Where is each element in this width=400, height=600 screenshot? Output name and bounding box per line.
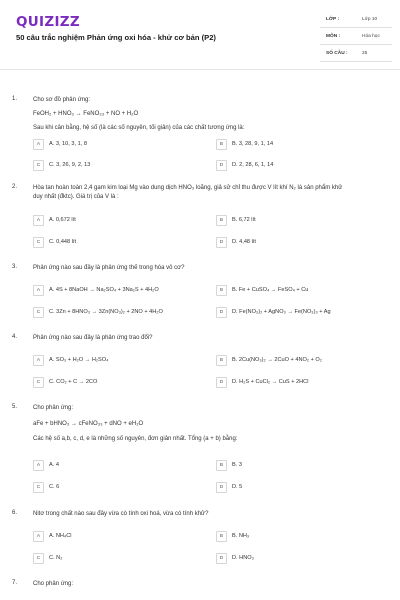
option-letter: A: [33, 531, 44, 542]
header-divider: [0, 69, 400, 70]
option-a[interactable]: [33, 214, 203, 226]
meta-key: MÔN :: [326, 33, 341, 39]
option-a[interactable]: [33, 530, 203, 542]
option-letter: B: [216, 285, 227, 296]
option-letter: D: [216, 377, 227, 388]
option-text: B. NH₃: [232, 533, 250, 539]
option-a[interactable]: [33, 284, 203, 296]
option-text: D. HNO₃: [232, 555, 254, 561]
option-letter: C: [33, 553, 44, 564]
question-number: 5.: [12, 404, 18, 410]
option-text: D. 4,48 lít: [232, 239, 256, 245]
option-text: C. 6: [49, 484, 60, 490]
option-d[interactable]: [216, 376, 386, 388]
question-number: 7.: [12, 580, 18, 586]
option-letter: C: [33, 307, 44, 318]
option-letter: D: [216, 307, 227, 318]
worksheet-title: 50 câu trắc nghiệm Phản ứng oxi hóa - khử cơ bản (P2): [16, 33, 216, 42]
question-text: Cho phản ứng:: [33, 405, 74, 411]
option-letter: C: [33, 160, 44, 171]
question-text: Các hệ số a,b, c, d, e là những số nguyên, đơn giản nhất. Tổng (a + b) bằng:: [33, 436, 238, 442]
option-letter: A: [33, 355, 44, 366]
option-letter: C: [33, 377, 44, 388]
option-b[interactable]: [216, 138, 386, 150]
option-letter: B: [216, 355, 227, 366]
option-b[interactable]: [216, 459, 386, 471]
worksheet-meta: [320, 11, 392, 62]
option-text: B. 2Cu(NO₃)₂ → 2CuO + 4NO₂ + O₂: [232, 357, 322, 363]
option-text: B. 3, 28, 9, 1, 14: [232, 141, 274, 147]
option-letter: D: [216, 553, 227, 564]
option-letter: B: [216, 139, 227, 150]
option-letter: A: [33, 460, 44, 471]
option-c[interactable]: [33, 236, 203, 248]
option-letter: A: [33, 285, 44, 296]
question-text: Cho phản ứng:: [33, 581, 74, 587]
question-number: 1.: [12, 96, 18, 102]
question-text: Nitơ trong chất nào sau đây vừa có tính oxi hoá, vừa có tính khử?: [33, 511, 209, 517]
option-c[interactable]: [33, 376, 203, 388]
option-c[interactable]: [33, 481, 203, 493]
option-letter: A: [33, 215, 44, 226]
option-text: A. 4: [49, 462, 59, 468]
option-letter: D: [216, 482, 227, 493]
option-d[interactable]: [216, 159, 386, 171]
option-letter: B: [216, 215, 227, 226]
option-a[interactable]: [33, 138, 203, 150]
option-text: A. NH₄Cl: [49, 533, 72, 539]
option-b[interactable]: [216, 530, 386, 542]
option-d[interactable]: [216, 236, 386, 248]
option-text: D. H₂S + CuCl₂ → CuS + 2HCl: [232, 379, 309, 385]
question-text: Sau khi cân bằng, hệ số (là các số nguyên, tối giản) của các chất tương ứng là:: [33, 125, 245, 131]
option-c[interactable]: [33, 159, 203, 171]
option-text: A. 4S + 8NaOH → Na₂SO₄ + 3Na₂S + 4H₂O: [49, 287, 159, 293]
option-b[interactable]: [216, 284, 386, 296]
question-number: 6.: [12, 510, 18, 516]
option-a[interactable]: [33, 459, 203, 471]
option-letter: B: [216, 531, 227, 542]
option-text: D. Fe(NO₃)₂ + AgNO₃ → Fe(NO₃)₃ + Ag: [232, 309, 331, 315]
option-d[interactable]: [216, 552, 386, 564]
option-text: A. SO₃ + H₂O → H₂SO₄: [49, 357, 109, 363]
worksheet-header: [0, 0, 400, 70]
question-text: duy nhất (đktc). Giá trị của V là :: [33, 194, 119, 200]
question-text: Cho sơ đồ phản ứng:: [33, 97, 90, 103]
option-text: B. Fe + CuSO₄ → FeSO₄ + Cu: [232, 287, 309, 293]
option-d[interactable]: [216, 306, 386, 318]
option-text: B. 6,72 lít: [232, 217, 256, 223]
option-text: A. 3, 10, 3, 1, 8: [49, 141, 87, 147]
option-text: C. 3, 26, 9, 2, 13: [49, 162, 91, 168]
question-text: Hòa tan hoàn toàn 2,4 gam kim loại Mg vào dung dịch HNO₃ loãng, giả sử chỉ thu được V lít khí N₂ là sản phẩm khử: [33, 185, 343, 191]
question-equation: FeOH₂ + HNO₃ → FeNO₃₃ + NO + H₂O: [33, 111, 139, 117]
question-number: 3.: [12, 264, 18, 270]
question-text: Phản ứng nào sau đây là phản ứng trao đổi?: [33, 335, 153, 341]
option-letter: C: [33, 482, 44, 493]
option-letter: B: [216, 460, 227, 471]
meta-value: 25: [362, 50, 368, 56]
option-text: C. 3Zn + 8HNO₃ → 3Zn(NO₃)₂ + 2NO + 4H₂O: [49, 309, 163, 315]
option-text: C. 0,448 lít: [49, 239, 77, 245]
option-text: C. CO₂ + C → 2CO: [49, 379, 98, 385]
question-equation: aFe + bHNO₃ → cFeNO₃₃ + dNO + eH₂O: [33, 421, 144, 427]
option-b[interactable]: [216, 354, 386, 366]
option-text: D. 5: [232, 484, 243, 490]
meta-row-count: [320, 45, 392, 62]
meta-row-subject: [320, 28, 392, 45]
question-text: Phản ứng nào sau đây là phản ứng thế trong hóa vô cơ?: [33, 265, 185, 271]
option-text: A. 0,672 lít: [49, 217, 76, 223]
question-number: 4.: [12, 334, 18, 340]
option-letter: C: [33, 237, 44, 248]
option-c[interactable]: [33, 306, 203, 318]
option-letter: D: [216, 160, 227, 171]
option-b[interactable]: [216, 214, 386, 226]
option-d[interactable]: [216, 481, 386, 493]
meta-key: LỚP :: [326, 16, 340, 22]
question-number: 2.: [12, 184, 18, 190]
option-a[interactable]: [33, 354, 203, 366]
option-text: D. 2, 28, 6, 1, 14: [232, 162, 274, 168]
meta-row-class: [320, 11, 392, 28]
option-c[interactable]: [33, 552, 203, 564]
meta-value: Lớp 10: [362, 16, 378, 22]
meta-value: Hóa học: [362, 33, 380, 39]
meta-key: SỐ CÂU :: [326, 50, 348, 56]
option-text: C. N₂: [49, 555, 63, 561]
option-letter: A: [33, 139, 44, 150]
option-text: B. 3: [232, 462, 242, 468]
quizizz-logo: QUIZIZZ: [16, 14, 80, 30]
option-letter: D: [216, 237, 227, 248]
